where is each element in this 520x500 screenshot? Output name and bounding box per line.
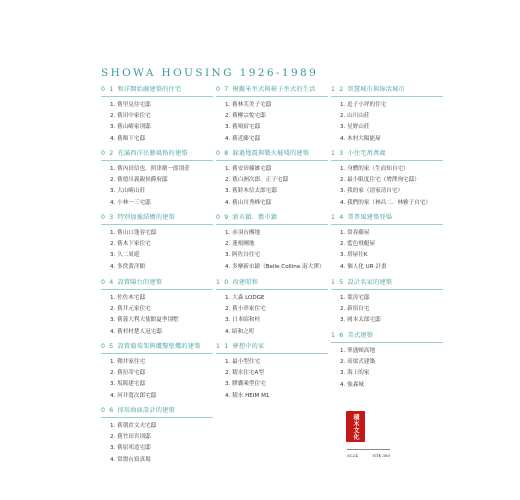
section-title xyxy=(101,150,216,158)
list-item: 1. 常春藤屋 xyxy=(340,230,370,236)
series-code: SC24 xyxy=(347,453,358,458)
section-title xyxy=(101,407,216,415)
section-number: 0 3 xyxy=(101,214,115,221)
publisher-seal xyxy=(346,411,365,442)
toc-section xyxy=(216,214,331,273)
list-item: 4. 河井寬次郎宅邸 xyxy=(110,392,157,399)
list-item: 2. 舊竹田宮別邸 xyxy=(110,434,151,441)
list-item: 3. 塔屋住K xyxy=(340,252,368,259)
toc-section xyxy=(331,279,446,327)
section-title xyxy=(331,150,446,158)
list-item: 2. 蓮根團地 xyxy=(225,241,255,248)
item-list xyxy=(101,293,216,338)
item-list xyxy=(216,228,331,273)
section-heading: 模擬米坐式與椅子坐式的生活 xyxy=(232,86,316,93)
list-item: 1. 赤羽台團地 xyxy=(225,230,261,236)
section-number: 0 1 xyxy=(101,86,115,93)
footer xyxy=(347,453,390,458)
section-number: 0 8 xyxy=(216,150,230,157)
list-item: 2. 舊拉蒂宅邸 xyxy=(110,370,146,377)
list-item: 1. 身體的家（生而知自宅） xyxy=(340,166,409,172)
section-divider xyxy=(331,342,443,343)
list-item: 3. 舊鈴木信太郎宅邸 xyxy=(225,188,277,195)
section-divider xyxy=(101,224,213,225)
section-divider xyxy=(101,353,213,354)
section-heading: 採用曲面設計的建築 xyxy=(117,407,175,414)
section-divider xyxy=(101,160,213,161)
section-number: 0 6 xyxy=(101,407,115,414)
list-item: 2. 舊柳宗悅宅邸 xyxy=(225,113,266,120)
toc-section xyxy=(216,343,331,402)
list-item: 3. 舊山崎家別邸 xyxy=(110,124,151,131)
section-number: 0 2 xyxy=(101,150,115,157)
section-divider xyxy=(101,289,213,290)
section-title xyxy=(331,332,446,340)
price: NT$ 380 xyxy=(372,453,390,458)
section-heading: 新市鎮．舊市鎮 xyxy=(232,214,278,221)
section-title xyxy=(101,279,216,287)
section-heading: 設置葡萄架與爐鑿壁爐的建築 xyxy=(117,343,201,350)
list-item: 2. 舊井元家住宅 xyxy=(110,306,151,313)
section-title xyxy=(216,86,331,94)
item-list xyxy=(101,228,216,273)
item-list xyxy=(216,293,331,338)
item-list xyxy=(216,164,331,209)
list-item: 4. 常盤台寫真場 xyxy=(110,456,151,463)
section-heading: 設置陽台的建築 xyxy=(117,279,163,286)
list-item: 2. 山川山莊 xyxy=(340,113,370,120)
list-item: 4. 木村大陽能屋 xyxy=(340,135,381,142)
item-list xyxy=(331,228,446,273)
toc-section xyxy=(331,150,446,209)
section-number: 0 9 xyxy=(216,214,230,221)
list-item: 3. 阿佐谷住宅 xyxy=(225,252,261,259)
section-number: 1 5 xyxy=(331,279,345,286)
section-number: 0 4 xyxy=(101,279,115,286)
toc-section xyxy=(101,214,216,273)
section-heading: 夢想中的家 xyxy=(232,343,265,350)
section-number: 0 5 xyxy=(101,343,115,350)
section-title xyxy=(101,214,216,222)
list-item: 1. 佐佐木宅邸 xyxy=(110,295,146,301)
section-title xyxy=(216,343,331,351)
section-divider xyxy=(331,96,443,97)
list-item: 1. 葉涛宅邸 xyxy=(340,295,370,301)
list-item: 4. 強森城 xyxy=(340,381,364,388)
list-item: 2. 新宿自宅 xyxy=(340,306,370,313)
publisher-seal-text: 積木文化 xyxy=(352,413,359,440)
section-title xyxy=(331,214,446,222)
section-divider xyxy=(331,224,443,225)
list-item: 4. 舊額下宅邸 xyxy=(110,135,146,142)
list-item: 4. 積水 HEIM M1 xyxy=(225,392,270,399)
item-list xyxy=(331,100,446,145)
section-title xyxy=(101,86,216,94)
section-heading: 設計名家的建築 xyxy=(347,279,393,286)
list-item: 1. 舊林芙美子宅邸 xyxy=(225,102,272,108)
item-list xyxy=(331,164,446,209)
toc-section xyxy=(216,86,331,145)
list-item: 3. 日本昭和村 xyxy=(225,317,261,324)
section-heading: 特別加強結構的建築 xyxy=(117,214,175,221)
list-item: 1. 最小型住宅 xyxy=(225,359,261,365)
section-number: 1 3 xyxy=(331,150,345,157)
list-item: 3. 星野山莊 xyxy=(340,124,370,131)
list-item: 1. 舊山口蓬春宅邸 xyxy=(110,230,157,236)
list-item: 2. 藍色飛艇屋 xyxy=(340,241,376,248)
list-item: 1. 追子小坪的住宅 xyxy=(340,102,387,108)
section-title xyxy=(331,279,446,287)
section-title xyxy=(216,279,331,287)
list-item: 1. 鞘井家住宅 xyxy=(110,359,146,365)
section-heading: 小住宅萬萬歲 xyxy=(347,150,386,157)
list-item: 3. 岡本太郎宅邸 xyxy=(340,317,381,324)
list-item: 3. 大山崎山莊 xyxy=(110,188,146,195)
item-list xyxy=(331,293,446,327)
section-title xyxy=(101,343,216,351)
section-heading: 躲過地震與戰火摧殘的建築 xyxy=(232,150,310,157)
section-divider xyxy=(216,160,328,161)
list-item: 3. 坂阪建宅邸 xyxy=(110,381,146,388)
list-item: 4. 舊近藤宅邸 xyxy=(225,135,261,142)
list-item: 4. 多佚黃洋館 xyxy=(110,263,146,270)
section-heading: 智慧城市與綠活城市 xyxy=(347,86,405,93)
section-heading: 改建昭和 xyxy=(232,279,259,286)
list-item: 1. 舊里見侍宅邸 xyxy=(110,102,151,108)
section-divider xyxy=(216,353,328,354)
toc-section xyxy=(101,343,216,402)
list-item: 4. 多摩新市鎮（Belle Colline 南大澤） xyxy=(225,263,325,270)
list-item: 2. 高梁式建築 xyxy=(340,359,376,366)
page-title: SHOWA HOUSING 1926-1989 xyxy=(101,67,319,79)
list-item: 2. 舊田中家住宅 xyxy=(110,113,151,120)
list-item: 4. 個人化 UR 計畫 xyxy=(340,263,387,270)
list-item: 1. 大森 LODGE xyxy=(225,295,265,301)
list-item: 2. 最小限度住宅（增澤洵宅邸） xyxy=(340,177,420,184)
section-heading: 美式建築 xyxy=(347,332,374,339)
list-item: 2. 舊木下家住宅 xyxy=(110,241,151,248)
item-list xyxy=(101,357,216,402)
list-item: 2. 舊德川義親侯爵府邸 xyxy=(110,177,168,184)
list-item: 4. 昭和之町 xyxy=(225,328,255,335)
section-number: 1 6 xyxy=(331,332,345,339)
item-list xyxy=(331,346,446,391)
section-divider xyxy=(216,289,328,290)
section-number: 1 1 xyxy=(216,343,230,350)
list-item: 3. 舊義大利大使館夏季別墅 xyxy=(110,317,179,324)
list-item: 2. 舊白洲次郎．正子宅邸 xyxy=(225,177,289,184)
list-item: 3. 舊鳩宿宅邸 xyxy=(225,124,261,131)
section-number: 1 0 xyxy=(216,279,230,286)
list-item: 2. 積水住宅A型 xyxy=(225,370,264,377)
section-number: 1 2 xyxy=(331,86,345,93)
item-list xyxy=(101,164,216,209)
list-item: 1. 舊內田信也．照津衛一郎別莊 xyxy=(110,166,190,172)
list-item: 1. 舊朝倉文夫宅邸 xyxy=(110,423,157,429)
toc-section xyxy=(331,332,446,391)
section-title xyxy=(216,150,331,158)
item-list xyxy=(216,100,331,145)
list-item: 4. 舊山川秀峰宅邸 xyxy=(225,199,272,206)
list-item: 2. 舊小串家住宅 xyxy=(225,306,266,313)
list-item: 3. 膠囊乘型住宅 xyxy=(225,381,266,388)
item-list xyxy=(101,421,216,466)
section-number: 0 7 xyxy=(216,86,230,93)
section-title xyxy=(216,214,331,222)
section-heading: 普普風建築登場 xyxy=(347,214,393,221)
toc-section xyxy=(331,214,446,273)
section-divider xyxy=(101,417,213,418)
list-item: 1. 舊安田楠雄宅邸 xyxy=(225,166,272,172)
toc-section xyxy=(101,150,216,209)
list-item: 4. 我們的家（林昌二．林雅子自宅） xyxy=(340,199,432,206)
section-divider xyxy=(331,160,443,161)
list-item: 3. 舊原邦造宅邸 xyxy=(110,445,151,452)
toc-section xyxy=(331,86,446,145)
list-item: 3. 我的家（清家清自宅） xyxy=(340,188,404,195)
section-number: 1 4 xyxy=(331,214,345,221)
toc-section xyxy=(216,279,331,338)
section-heading: 充滿西洋民藝風格的建築 xyxy=(117,150,188,157)
toc-section xyxy=(216,150,331,209)
list-item: 3. 久二周遊 xyxy=(110,252,140,259)
section-divider xyxy=(216,224,328,225)
list-item: 3. 海上的家 xyxy=(340,370,370,377)
item-list xyxy=(216,357,331,402)
list-item: 4. 小林一三宅邸 xyxy=(110,199,151,206)
toc-section xyxy=(101,407,216,466)
list-item: 1. 華盛頓高地 xyxy=(340,348,376,354)
section-divider xyxy=(101,96,213,97)
toc-section xyxy=(101,86,216,145)
section-heading: 和洋開始融建築的住宅 xyxy=(117,86,182,93)
list-item: 4. 舊杉村楚人冠宅邸 xyxy=(110,328,162,335)
section-title xyxy=(331,86,446,94)
item-list xyxy=(101,100,216,145)
footer-divider xyxy=(347,449,390,450)
toc-section xyxy=(101,279,216,338)
section-divider xyxy=(216,96,328,97)
section-divider xyxy=(331,289,443,290)
